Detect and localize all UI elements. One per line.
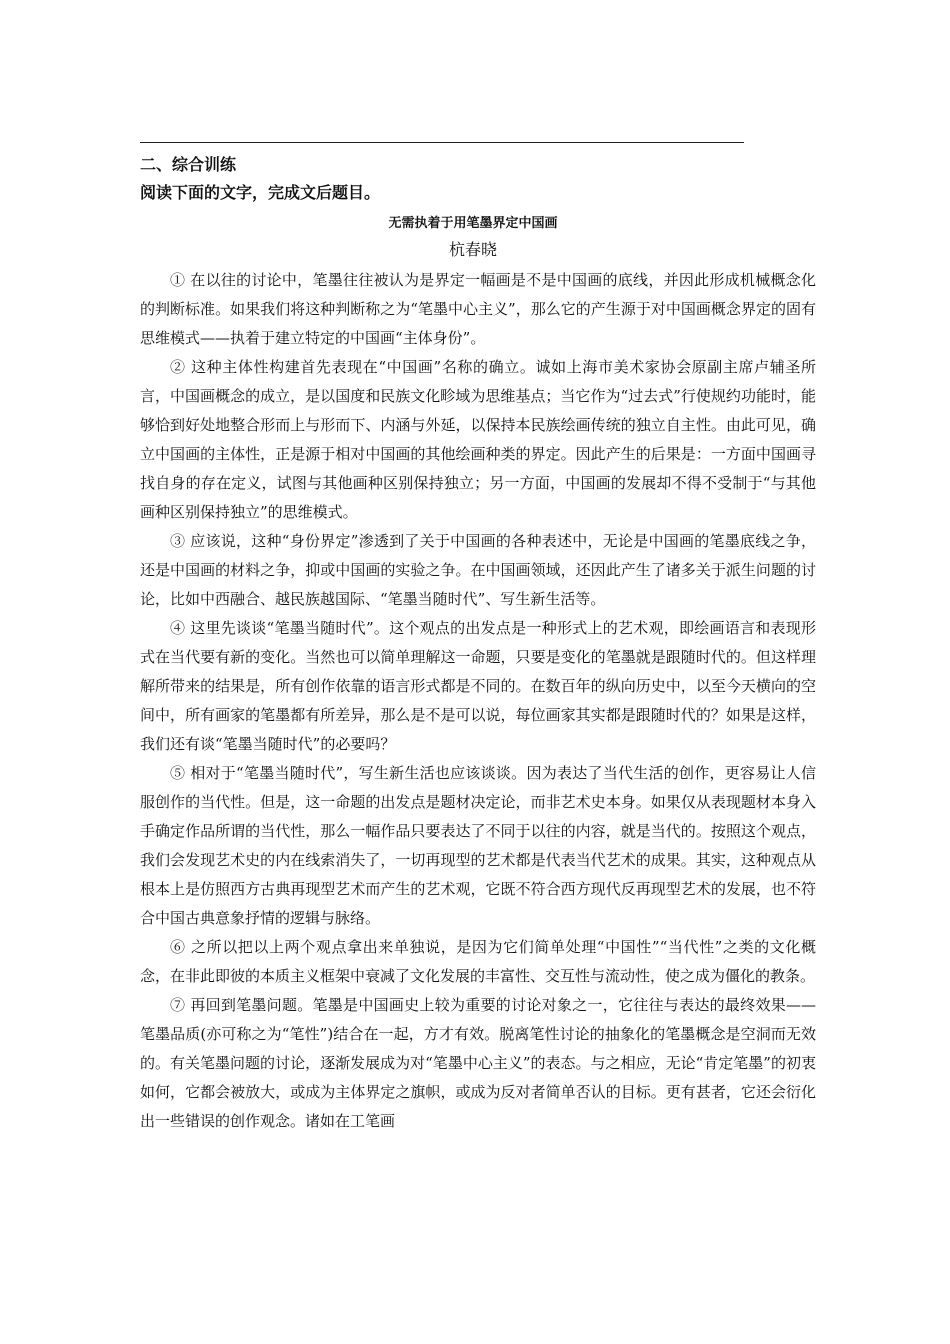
paragraph-1: ① 在以往的讨论中，笔墨往往被认为是界定一幅画是不是中国画的底线，并因此形成机械概念化的判断标准。如果我们将这种判断称之为“笔墨中心主义”，那么它的产生源于对中国画概念界定的固有思维模式——执着于建立特定的中国画“主体身份”。: [140, 271, 816, 347]
section-heading: 二、综合训练: [140, 155, 237, 174]
reading-instruction: 阅读下面的文字，完成文后题目。: [140, 183, 381, 202]
paragraph-2: ② 这种主体性构建首先表现在“中国画”名称的确立。诚如上海市美术家协会原副主席卢辅圣所言，中国画概念的成立，是以国度和民族文化畛域为思维基点；当它作为“过去式”行使规约功能时，能够恰到好处地整合形而上与形而下、内涵与外延，以保持本民族绘画传统的独立自主性。由此可见，确立中国画的主体性，正是源于相对中国画的其他绘画种类的界定。因此产生的后果是：一方面中国画寻找自身的存在定义，试图与其他画种区别保持独立；另一方面，中国画的发展却不得不受制于“与其他画种区别保持独立”的思维模式。: [140, 358, 816, 521]
paragraph-4: ④ 这里先谈谈“笔墨当随时代”。这个观点的出发点是一种形式上的艺术观，即绘画语言和表现形式在当代要有新的变化。当然也可以简单理解这一命题，只要是变化的笔墨就是跟随时代的。但这样理解所带来的结果是，所有创作依靠的语言形式都是不同的。在数百年的纵向历史中，以至今天横向的空间中，所有画家的笔墨都有所差异，那么是不是可以说，每位画家其实都是跟随时代的？如果是这样，我们还有谈“笔墨当随时代”的必要吗？: [140, 619, 816, 753]
top-divider: [140, 142, 744, 143]
paragraph-5: ⑤ 相对于“笔墨当随时代”，写生新生活也应该谈谈。因为表达了当代生活的创作，更容易让人信服创作的当代性。但是，这一命题的出发点是题材决定论，而非艺术史本身。如果仅从表现题材本身入手确定作品所谓的当代性，那么一幅作品只要表达了不同于以往的内容，就是当代的。按照这个观点，我们会发现艺术史的内在线索消失了，一切再现型的艺术都是代表当代艺术的成果。其实，这种观点从根本上是仿照西方古典再现型艺术而产生的艺术观，它既不符合西方现代反再现型艺术的发展，也不符合中国古典意象抒情的逻辑与脉络。: [140, 764, 816, 927]
paragraph-6: ⑥ 之所以把以上两个观点拿出来单独说，是因为它们简单处理“中国性”“当代性”之类的文化概念，在非此即彼的本质主义框架中衰减了文化发展的丰富性、交互性与流动性，使之成为僵化的教条。: [140, 938, 816, 985]
article-body: [140, 266, 816, 1136]
paragraph-3: ③ 应该说，这种“身份界定”渗透到了关于中国画的各种表述中，无论是中国画的笔墨底线之争，还是中国画的材料之争，抑或中国画的实验之争。在中国画领域，还因此产生了诸多关于派生问题的讨论，比如中西融合、越民族越国际、“笔墨当随时代”、写生新生活等。: [140, 532, 816, 608]
article-title: 无需执着于用笔墨界定中国画: [388, 216, 558, 231]
paragraph-7: ⑦ 再回到笔墨问题。笔墨是中国画史上较为重要的讨论对象之一，它往往与表达的最终效果——笔墨品质(亦可称之为“笔性”)结合在一起，方才有效。脱离笔性讨论的抽象化的笔墨概念是空洞而无效的。有关笔墨问题的讨论，逐渐发展成为对“笔墨中心主义”的表态。与之相应，无论“肯定笔墨”的初衷如何，它都会被放大，或成为主体界定之旗帜，或成为反对者简单否认的目标。更有甚者，它还会衍化出一些错误的创作观念。诸如在工笔画: [140, 996, 816, 1130]
article-author: 杭春晓: [448, 240, 497, 259]
